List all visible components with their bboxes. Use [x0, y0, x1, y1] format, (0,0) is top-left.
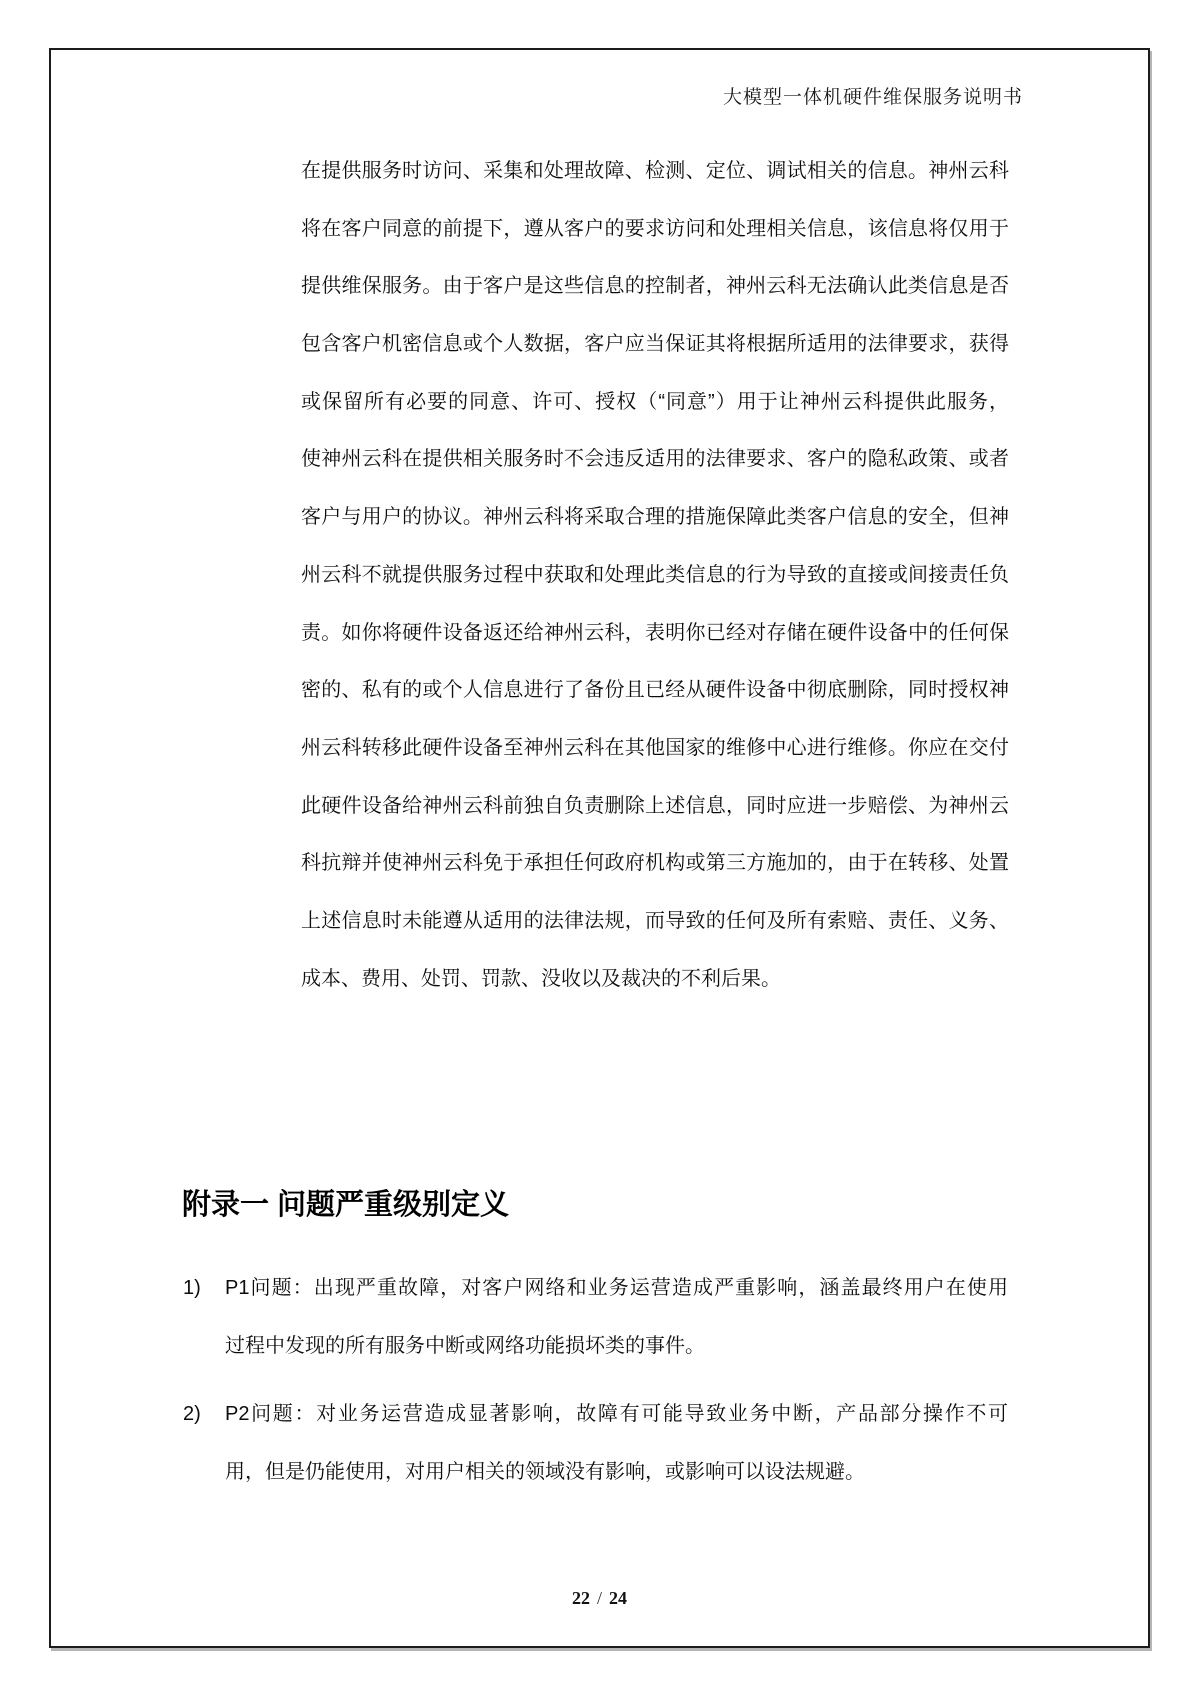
body-line: 包含客户机密信息或个人数据，客户应当保证其将根据所适用的法律要求，获得 [301, 333, 1009, 356]
list-item-line: 过程中发现的所有服务中断或网络功能损坏类的事件。 [225, 1334, 705, 1357]
body-line: 科抗辩并使神州云科免于承担任何政府机构或第三方施加的，由于在转移、处置 [301, 852, 1009, 875]
list-item-line: P1问题：出现严重故障，对客户网络和业务运营造成严重影响，涵盖最终用户在使用 [225, 1277, 1008, 1299]
list-item-marker: 1) [183, 1277, 201, 1299]
list-item-line: 用，但是仍能使用，对用户相关的领域没有影响，或影响可以设法规避。 [225, 1460, 865, 1483]
page-header-title: 大模型一体机硬件维保服务说明书 [722, 87, 1023, 108]
body-line: 上述信息时未能遵从适用的法律法规，而导致的任何及所有索赔、责任、义务、 [301, 909, 1009, 932]
page-total: 24 [609, 1588, 627, 1608]
page-number-separator: / [596, 1588, 602, 1608]
body-line: 客户与用户的协议。神州云科将采取合理的措施保障此类客户信息的安全，但神 [301, 506, 1009, 529]
appendix-heading: 附录一 问题严重级别定义 [182, 1189, 510, 1221]
list-item-marker: 2) [183, 1403, 201, 1425]
body-line: 在提供服务时访问、采集和处理故障、检测、定位、调试相关的信息。神州云科 [301, 160, 1009, 182]
body-line: 使神州云科在提供相关服务时不会违反适用的法律要求、客户的隐私政策、或者 [301, 448, 1009, 471]
list-item-p2 [183, 1386, 1009, 1501]
body-line: 州云科转移此硬件设备至神州云科在其他国家的维修中心进行维修。你应在交付 [301, 736, 1009, 759]
body-line: 将在客户同意的前提下，遵从客户的要求访问和处理相关信息，该信息将仅用于 [301, 217, 1009, 240]
list-item-p1 [183, 1260, 1009, 1375]
page-current: 22 [571, 1588, 590, 1608]
body-line: 责。如你将硬件设备返还给神州云科，表明你已经对存储在硬件设备中的任何保 [301, 621, 1009, 644]
body-line: 提供维保服务。由于客户是这些信息的控制者，神州云科无法确认此类信息是否 [301, 275, 1009, 298]
body-line: 密的、私有的或个人信息进行了备份且已经从硬件设备中彻底删除，同时授权神 [301, 679, 1009, 702]
body-line: 或保留所有必要的同意、许可、授权（“同意”）用于让神州云科提供此服务， [301, 390, 1009, 413]
footer-page-number [49, 1588, 1150, 1609]
body-paragraph [301, 143, 1009, 1008]
body-line: 州云科不就提供服务过程中获取和处理此类信息的行为导致的直接或间接责任负 [301, 563, 1009, 586]
list-item-text [225, 1386, 1008, 1501]
body-line: 成本、费用、处罚、罚款、没收以及裁决的不利后果。 [301, 967, 781, 990]
list-item-line: P2问题：对业务运营造成显著影响，故障有可能导致业务中断，产品部分操作不可 [225, 1403, 1008, 1425]
list-item-text [225, 1260, 1008, 1375]
body-line: 此硬件设备给神州云科前独自负责删除上述信息，同时应进一步赔偿、为神州云 [301, 794, 1009, 817]
